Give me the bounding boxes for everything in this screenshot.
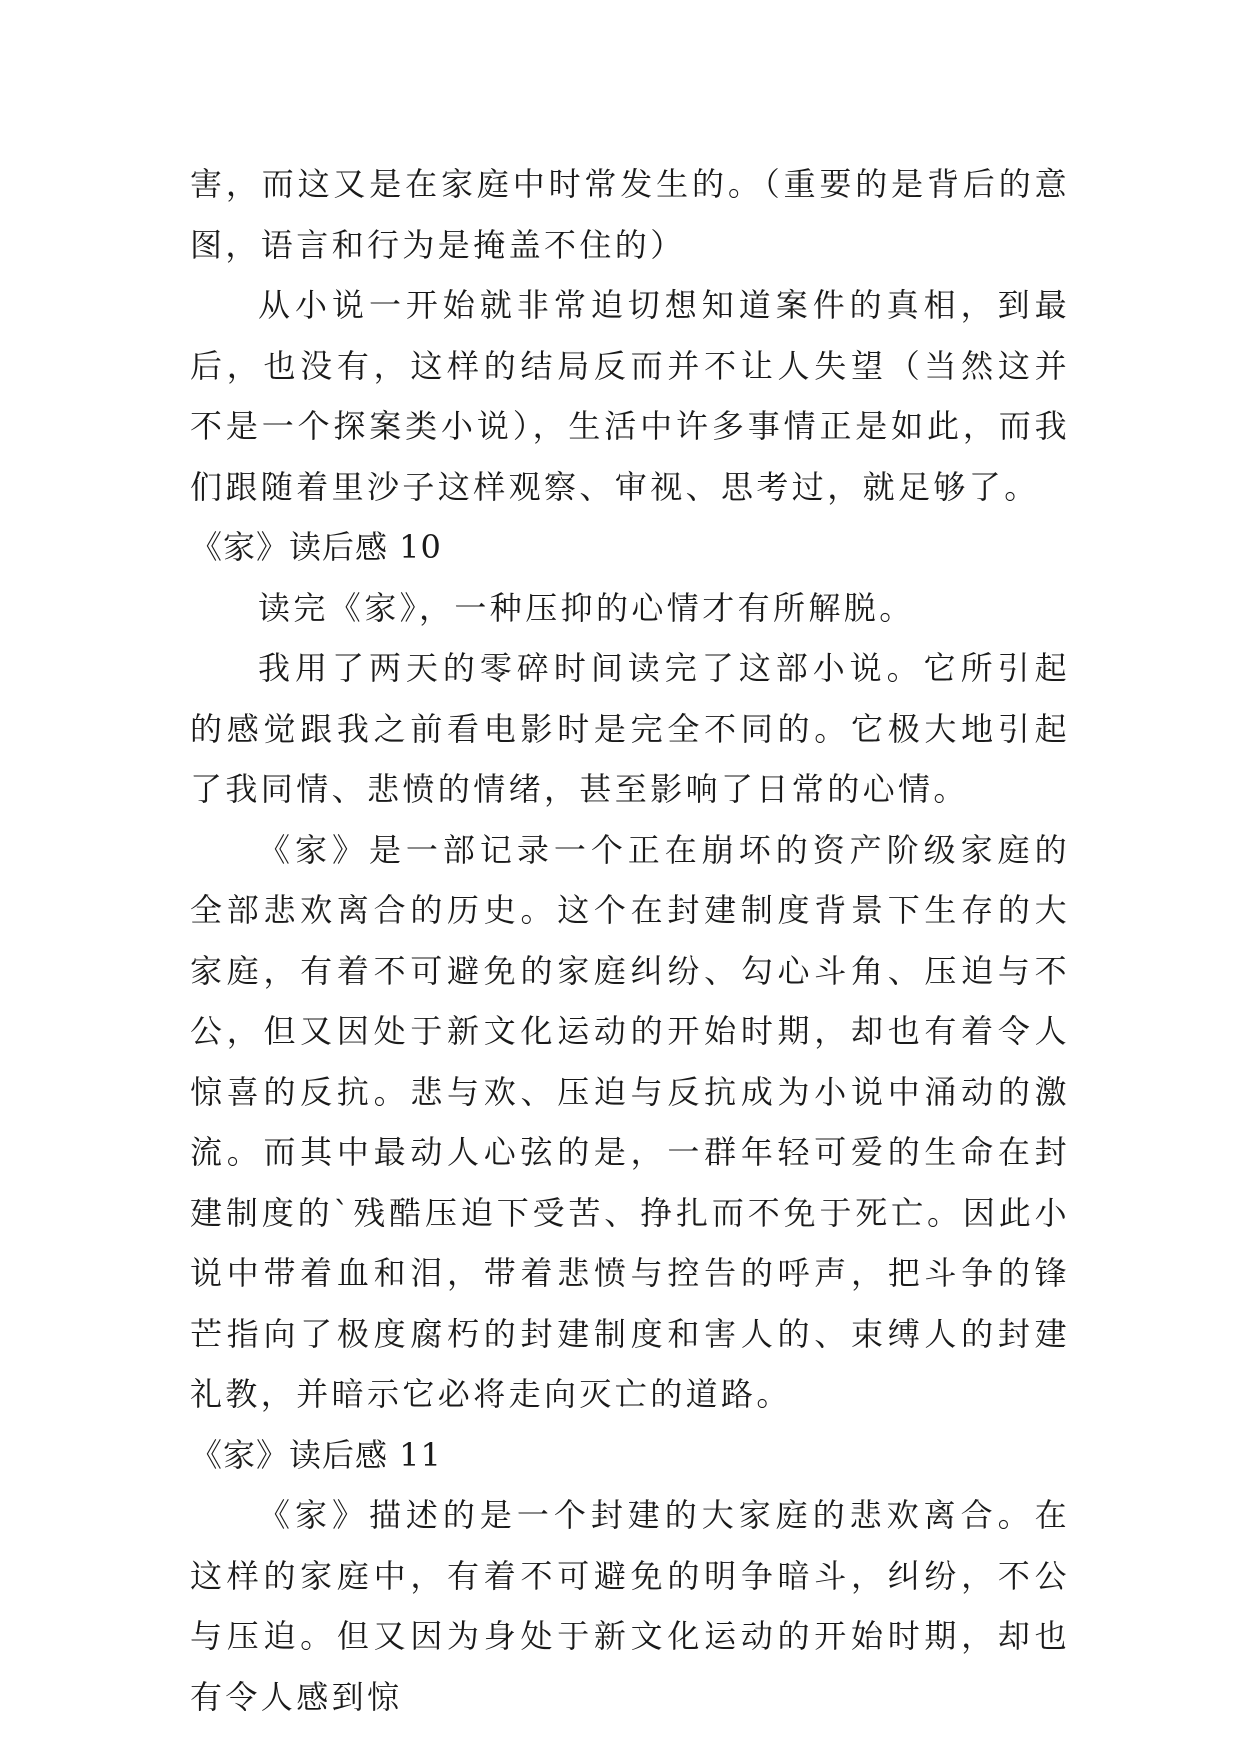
- paragraph-relief: 读完《家》，一种压抑的心情才有所解脱。: [258, 588, 915, 627]
- section-heading-11: 《家》读后感 11: [190, 1435, 442, 1474]
- paragraph-family-description: 《家》描述的是一个封建的大家庭的悲欢离合。在这样的家庭中，有着不可避免的明争暗斗，纠纷，不公与压迫。但又因为身处于新文化运动的开始时期，却也有令人感到惊: [190, 1496, 1070, 1716]
- section-heading-10: 《家》读后感 10: [190, 528, 442, 566]
- paragraph-continuation: 害，而这又是在家庭中时常发生的。（重要的是背后的意图，语言和行为是掩盖不住的）: [190, 165, 1070, 264]
- paragraph-novel-reflection: 从小说一开始就非常迫切想知道案件的真相，到最后，也没有，这样的结局反而并不让人失望（当然这并不是一个探案类小说），生活中许多事情正是如此，而我们跟随着里沙子这样观察、审视、思考过，就足够了。: [190, 286, 1070, 506]
- paragraph-novel-summary: 《家》是一部记录一个正在崩坏的资产阶级家庭的全部悲欢离合的历史。这个在封建制度背景下生存的大家庭，有着不可避免的家庭纠纷、勾心斗角、压迫与不公，但又因处于新文化运动的开始时期，却也有着令人惊喜的反抗。悲与欢、压迫与反抗成为小说中涌动的激流。而其中最动人心弦的是，一群年轻可爱的生命在封建制度的`残酷压迫下受苦、挣扎而不免于死亡。因此小说中带着血和泪，带着悲愤与控告的呼声，把斗争的锋芒指向了极度腐朽的封建制度和害人的、束缚人的封建礼教，并暗示它必将走向灭亡的道路。: [190, 830, 1070, 1413]
- paragraph-reading-experience: 我用了两天的零碎时间读完了这部小说。它所引起的感觉跟我之前看电影时是完全不同的。它极大地引起了我同情、悲愤的情绪，甚至影响了日常的心情。: [190, 649, 1070, 808]
- document-body: [190, 154, 1070, 1727]
